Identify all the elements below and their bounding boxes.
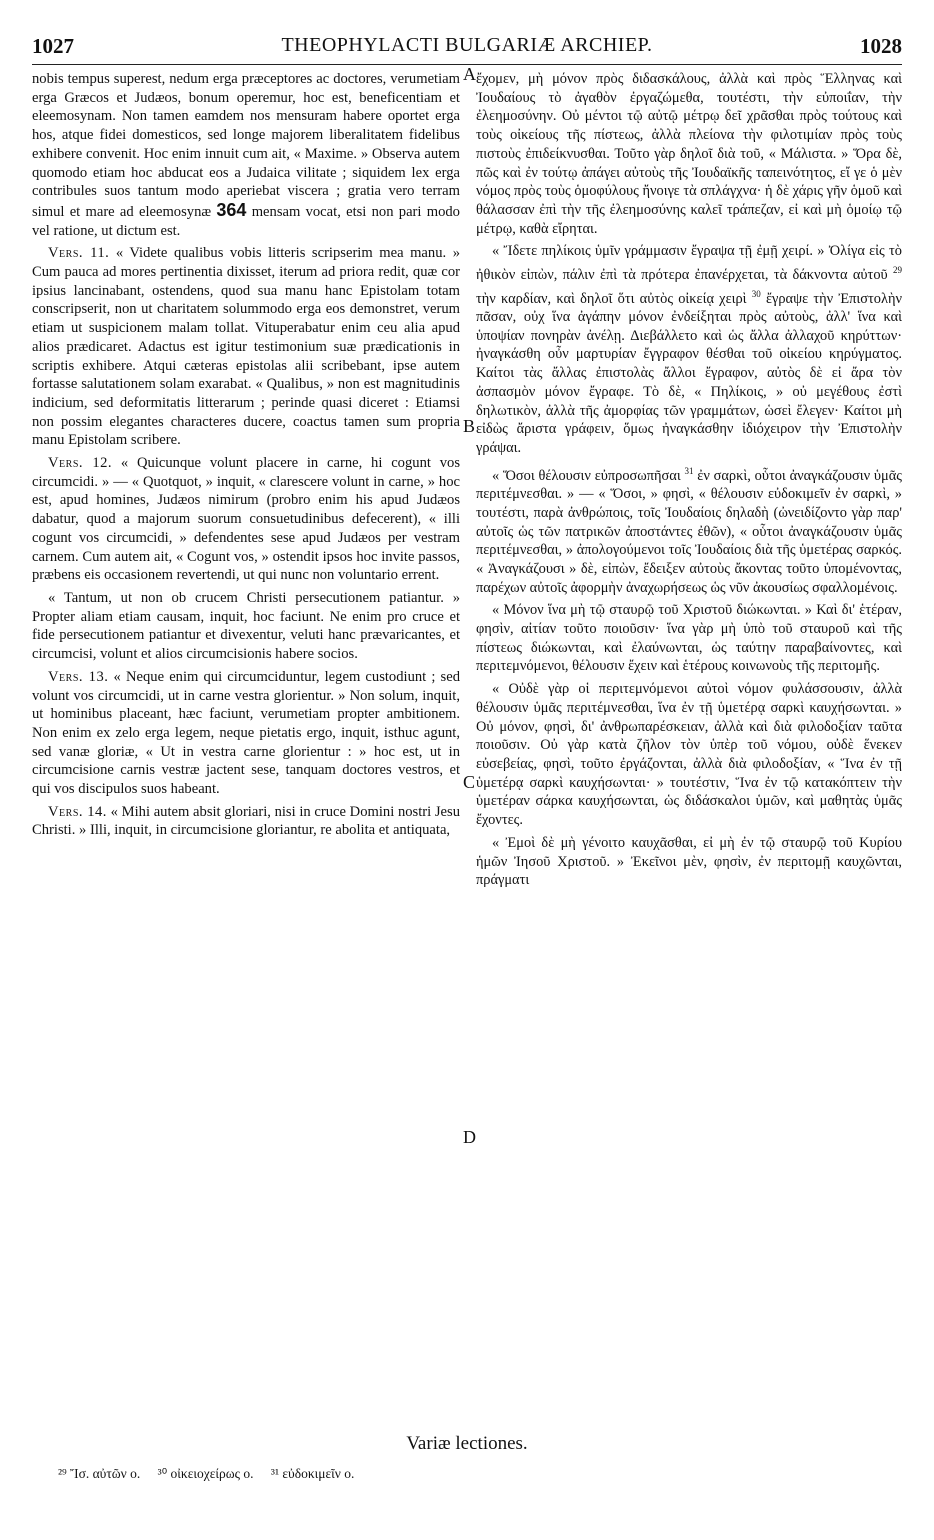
latin-column [32,70,460,844]
greek-paragraph: « Ἴδετε πηλίκοις ὑμῖν γράμμασιν ἔγραψα τῇ ἐμῇ χειρί. » Ὀλίγα εἰς τὸ ἠθικὸν εἰπὼν, πάλιν ἐπὶ τὰ πρότερα ἐπανέρχεται, τὰ δάκνοντα αὐτοῦ $^{29}$ τὴν καρδίαν, καὶ δηλοῖ ὅτι αὐτὸς οἰκείᾳ χειρὶ $^{30}$ ἔγραψε τὴν Ἐπιστολὴν πᾶσαν, οὐχ ἵνα ἀγάπην μόνον ἐνδείξηται πρὸς αὐτοὺς, ἀλλ' ἵνα καὶ ὑποψίαν πονηρὰν ἀνέλῃ. Διεβάλλετο καὶ ὡς ἄλλα ἀλλαχοῦ κηρύττων· ἠναγκάσθη οὖν μαρτυρίαν ἔγγραφον θέσθαι τοῦ οἰκείου κηρύγματος. Καίτοι τὰς ἄλλας ἐπιστολὰς ἄλλοι ἔγραφον, αὐτὸς δὲ εἰ ἄρα τὸν ἀσπασμὸν μόνον ἔγραφε. Τὸ δὲ, « Πηλίκοις, » οὐ μεγέθους ἐστὶ δηλωτικὸν, ἀλλὰ τῆς ἀμορφίας τῶν γραμμάτων, ὡσεὶ ἔλεγεν· Καίτοι μὴ εἰδὼς ἄριστα γράφειν, ὅμως ἠναγκάσθην ἰδιόχειρον τὴν Ἐπιστολὴν γράψαι. [476,243,902,456]
column-number: 364 [216,199,247,220]
verse-label: Vers. 14. [48,803,107,820]
running-title: THEOPHYLACTI BULGARIÆ ARCHIEP. [281,34,653,56]
variant-reading: ²⁹ Ἴσ. αὐτῶν ο. [58,1466,141,1481]
section-marker-b: B [463,416,476,436]
footnote-ref: 29 [893,265,902,276]
page-number-right: 1028 [860,34,902,58]
variae-lectiones-title: Variæ lectiones. [406,1433,528,1454]
greek-paragraph: « Οὐδὲ γὰρ οἱ περιτεμνόμενοι αὐτοὶ νόμον φυλάσσουσιν, ἀλλὰ θέλουσιν ὑμᾶς περιτέμνεσθαι, ἵνα ἐν τῇ ὑμετέρᾳ σαρκὶ καυχήσωνται. » Οὐ μόνον, φησὶ, δι' ἀνθρωπαρέσκειαν, ἀλλὰ καὶ διὰ φιλοδοξίαν ταῦτα ποιοῦσιν. Οὐ γὰρ κατὰ ζῆλον τὸν ὑπὲρ τοῦ νόμου, οὐδὲ ἕνεκεν εὐσεβείας, φησὶ, τοῦτο ἐργάζονται, ἀλλὰ διὰ φιλοδοξίαν, « Ἵνα ἐν τῇ ὑμετέρᾳ σαρκὶ καυχήσωνται· » τουτέστιν, Ἵνα ἐν τῷ κατακόπτειν τὴν ὑμετέραν σάρκα καυχήσωνται, ὡς διδάσκαλοι ὑμῶν, καὶ μαθητὰς ὑμᾶς ἔχοντες. [476,681,902,829]
verse-label: Vers. 12. [48,455,113,472]
latin-paragraph-tantum: « Tantum, ut non ob crucem Christi persecutionem patiantur. » Propter aliam etiam causam, inquit, hoc faciunt. Ne enim pro cruce et fide persecutionem patiantur et divexentur, veluti hanc prævaricantes, et circumcisi, volunt et alios circumcisionis habere socios. [32,589,460,663]
section-marker-d: D [463,1127,476,1147]
running-header [32,34,902,65]
variant-reading: ³⁰ οἰκειοχείρως ο. [157,1466,254,1481]
greek-paragraph: « Ὅσοι θέλουσιν εὐπροσωπῆσαι $^{31}$ ἐν σαρκὶ, οὗτοι ἀναγκάζουσιν ὑμᾶς περιτέμνεσθαι. » — « Ὅσοι, » φησὶ, « θέλουσιν εὐδοκιμεῖν ἐν σαρκὶ, » τουτέστι, παρὰ ἀνθρώποις, τοῖς Ἰουδαίοις δηλαδὴ (ὠνειδίζοντο γὰρ παρ' αὐτοῖς ὡς τῶν πατρικῶν ἀποστάντες ἐθῶν), « οὗτοι ἀναγκάζουσιν ὑμᾶς περιτέμνεσθαι, » ἀπολογούμενοι τοῖς Ἰουδαίοις διὰ τῆς ὑμετέρας σαρκός. « Ἀναγκάζουσι » δὲ, εἰπὼν, ἔδειξεν αὐτοὺς ἄκοντας τοῦτο ὑπομένοντας, παρέχων αὐτοῖς ἀφορμὴν ἀναχωρήσεως ὡς νῦν ἀκουσίως σφαλλομένοις. [476,465,902,596]
latin-verse-12: Vers. 12. « Quicunque volunt placere in carne, hi cogunt vos circumcidi. » — « Quotquot, » inquit, « clarescere volunt in carne, » hoc est, apud homines, Judæos nimirum (probro enim his apud Judæos dabatur, quod a majorum suorum consuetudinibus defecerent), « illi cogunt vos circumcidi, » defendentes sese apud Judæos per vestram carnem. Cum autem ait, « Cogunt vos, » ostendit ipsos hoc invite passos, præbens eis occasionem revertendi, ut qui nunc non voluntario errent. [32,455,460,584]
section-marker-c: C [463,772,476,792]
verse-label: Vers. 13. [48,668,109,685]
latin-verse-13: Vers. 13. « Neque enim qui circumciduntur, legem custodiunt ; sed volunt vos circumcidi, ut in carne vestra glorientur. » Non solum, inquit, ut hominibus placeant, hæc faciunt, verumetiam propter ambitionem. Non enim ex zelo erga legem, neque pietatis ergo, inquit, isthuc agunt, sed vanæ gloriæ, « Ut in vestra carne glorientur : » hoc est, ut in circumcisione carnis vestræ jactent sese, tanquam doctores vestros, et qui vos discipulos suos habeant. [32,668,460,798]
variant-reading: ³¹ εὐδοκιμεῖν ο. [270,1466,355,1481]
footnote-ref: 31 [684,465,694,476]
greek-column [476,70,902,894]
variae-lectiones [58,1466,902,1482]
latin-verse-14: Vers. 14. « Mihi autem absit gloriari, nisi in cruce Domini nostri Jesu Christi. » Illi, inquit, in circumcisione gloriantur, re abolita et antiquata, [32,803,461,839]
greek-paragraph: « Μόνον ἵνα μὴ τῷ σταυρῷ τοῦ Χριστοῦ διώκωνται. » Καὶ δι' ἑτέραν, φησὶν, αἰτίαν τοῦτο ποιοῦσιν· ἵνα γὰρ μὴ ὑπὸ τοῦ σταυροῦ καὶ τῆς πίστεως διώκωνται, καὶ ἐλαύνωνται, ὡς ταύτην παραβαίνοντες, καὶ περιτεμνόμενοι, θέλουσιν ἔχειν καὶ ἑτέρους κοινωνοὺς τῆς περιτομῆς. [476,602,902,675]
section-marker-a: A [463,64,476,84]
footnote-ref: 30 [751,288,761,299]
greek-paragraph: « Ἐμοὶ δὲ μὴ γένοιτο καυχᾶσθαι, εἰ μὴ ἐν τῷ σταυρῷ τοῦ Κυρίου ἡμῶν Ἰησοῦ Χριστοῦ. » Ἐκεῖνοι μὲν, φησὶν, ἐν περιτομῇ καυχῶνται, πράγματι [476,834,902,889]
latin-verse-11: Vers. 11. « Videte qualibus vobis litteris scripserim mea manu. » Cum pauca ad mores pertinentia dixisset, iterum ad priora redit, quæ cor ipsius lancinabant, ostendens, quod sua manu hanc Epistolam totam conscripserit, non ut charitatem solummodo erga eos demonstret, verum etiam ut suspicionem malam tollat. Vituperabatur enim ceu alia apud alios prædicaret. Adactus est igitur testimonium suæ prædicationis in scriptis exhibere. Atqui cæteras epistolas alii scribebant, ipse autem fortasse salutationem solam exarabat. « Qualibus, » non est magnitudinis indicium, sed deformitatis litterarum ; perinde quasi diceret : Etiamsi non possim elegantes characteres ducere, coactus tamen sum propria manu Epistolam scribere. [32,245,460,449]
greek-paragraph: ἔχομεν, μὴ μόνον πρὸς διδασκάλους, ἀλλὰ καὶ πρὸς Ἕλληνας καὶ Ἰουδαίους τὸ ἀγαθὸν ἐργαζώμεθα, τουτέστι, τὴν εὐποιΐαν, τὴν ἐλεημοσύνην. Οὐ μέντοι τῷ αὐτῷ μέτρῳ δεῖ χρᾶσθαι πρὸς τούτους καὶ τοὺς οἰκείους τῆς πίστεως, ἀλλὰ πλείονα τὴν φιλοτιμίαν πρὸς τοὺς πιστοὺς ἐπιδείκνυσθαι. Τοῦτο γὰρ δηλοῖ διὰ τοῦ, « Μάλιστα. » Ὅρα δὲ, πῶς καὶ ἐν τούτῳ ἀπάγει αὐτοὺς τῆς Ἰουδαϊκῆς ταπεινότητος, εἴ γε ὁ μὲν νόμος πρὸς τοὺς ὁμοφύλους ἤνοιγε τὰ σπλάγχνα· ἡ δὲ χάρις γῆν ὁμοῦ καὶ θάλασσαν ἐπὶ τὴν τῆς ἐλεημοσύνης καλεῖ τράπεζαν, εἰ καὶ μὴ ὁμοίῳ τῷ μέτρῳ, καθὰ εἴρηται. [476,71,902,237]
page-number-left: 1027 [32,34,74,58]
latin-paragraph: nobis tempus superest, nedum erga præceptores ac doctores, verumetiam erga Græcos et Judæos, bonum operemur, hoc est, beneficentiam et eleemosynam. Non tamen eamdem nos mensuram habere oportet erga hos, atque fidei domesticos, sed longe majorem liberalitatem fidelibus exhibere convenit. Hoc enim innuit cum ait, « Maxime. » Observa autem quomodo etiam hoc abducat eos a Judaica vilitate ; siquidem lex erga contribules suos tantum modo aperiebat viscera ; gratia vero terram simul et mare ad eleemosynæ 364 mensam vocat, etsi non pari modo vel ratione, ut dictum est. [32,71,460,239]
verse-label: Vers. 11. [48,245,110,262]
